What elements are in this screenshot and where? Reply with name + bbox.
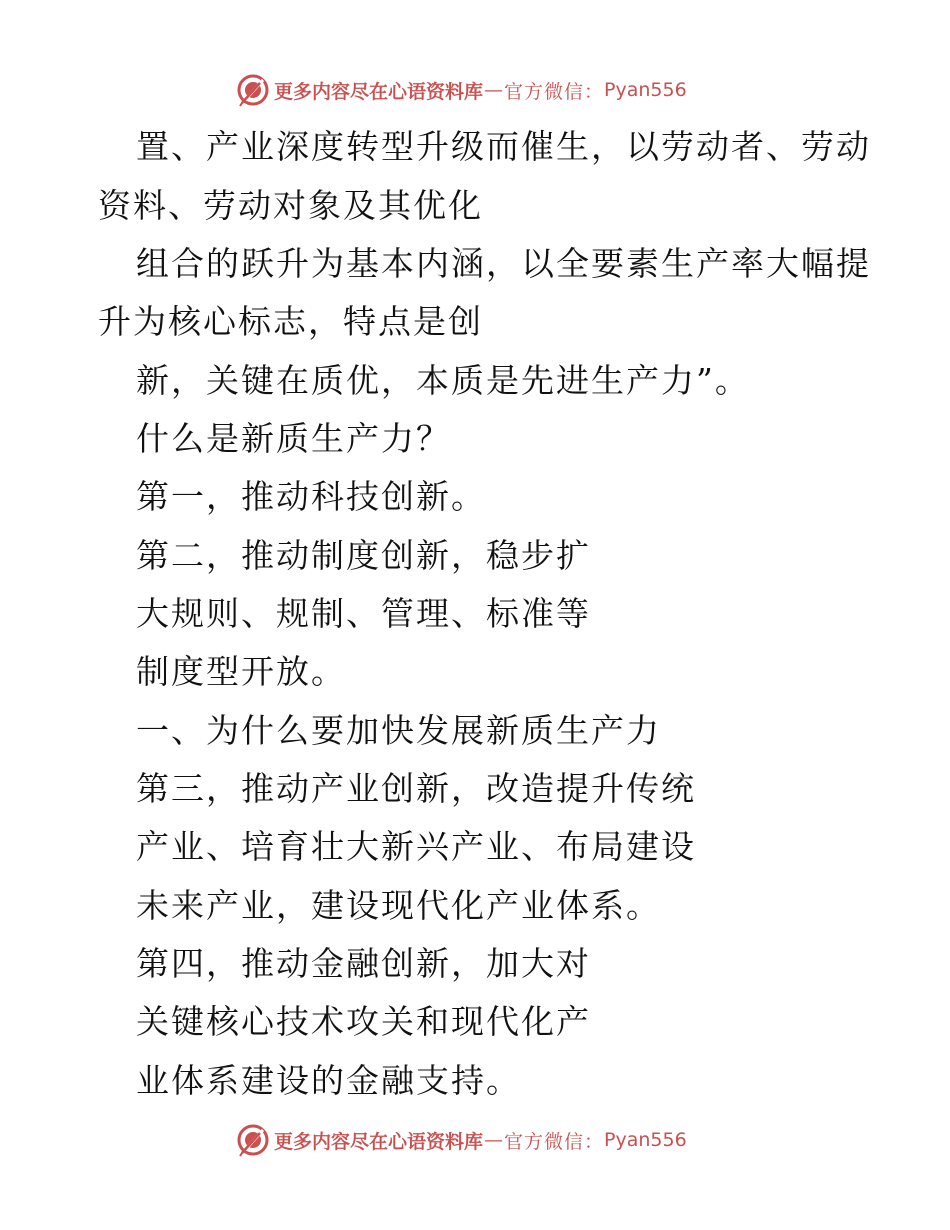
red-seal-pen-logo-icon: [236, 73, 270, 107]
text-line: 第三，推动产业创新，改造提升传统: [136, 769, 696, 808]
header-wechat-id: Pyan556: [604, 79, 687, 101]
text-line: 关键核心技术攻关和现代化产: [136, 1002, 591, 1041]
text-line: 组合的跃升为基本内涵，以全要素生产率大幅提: [136, 244, 871, 283]
text-line: 新，关键在质优，本质是先进生产力”。: [136, 361, 750, 400]
footer-site-text: 更多内容尽在心语资料库: [274, 1130, 484, 1153]
text-line: 一、为什么要加快发展新质生产力: [136, 711, 661, 750]
header-wechat-label: 官方微信：: [504, 80, 605, 103]
red-seal-pen-logo-icon: [236, 1123, 270, 1157]
text-line: 大规则、规制、管理、标准等: [136, 594, 591, 633]
text-line: 第一，推动科技创新。: [136, 477, 486, 516]
text-line: 第四，推动金融创新，加大对: [136, 944, 591, 983]
footer-banner: [236, 1122, 716, 1158]
header-site-text: 更多内容尽在心语资料库: [274, 80, 484, 103]
text-line: 第二，推动制度创新，稳步扩: [136, 536, 591, 575]
footer-wechat-id: Pyan556: [604, 1129, 687, 1151]
footer-dash: —: [484, 1129, 504, 1151]
header-dash: —: [484, 79, 504, 101]
text-line: 业体系建设的金融支持。: [136, 1061, 521, 1100]
text-line: 资料、劳动对象及其优化: [98, 186, 483, 225]
header-banner: [236, 72, 716, 108]
text-line: 未来产业，建设现代化产业体系。: [136, 886, 661, 925]
text-line: 制度型开放。: [136, 652, 346, 691]
text-line: 什么是新质生产力？: [136, 419, 451, 458]
footer-wechat-label: 官方微信：: [504, 1130, 605, 1153]
text-line: 升为核心标志，特点是创: [98, 302, 483, 341]
text-line: 置、产业深度转型升级而催生，以劳动者、劳动: [136, 127, 871, 166]
text-line: 产业、培育壮大新兴产业、布局建设: [136, 827, 696, 866]
